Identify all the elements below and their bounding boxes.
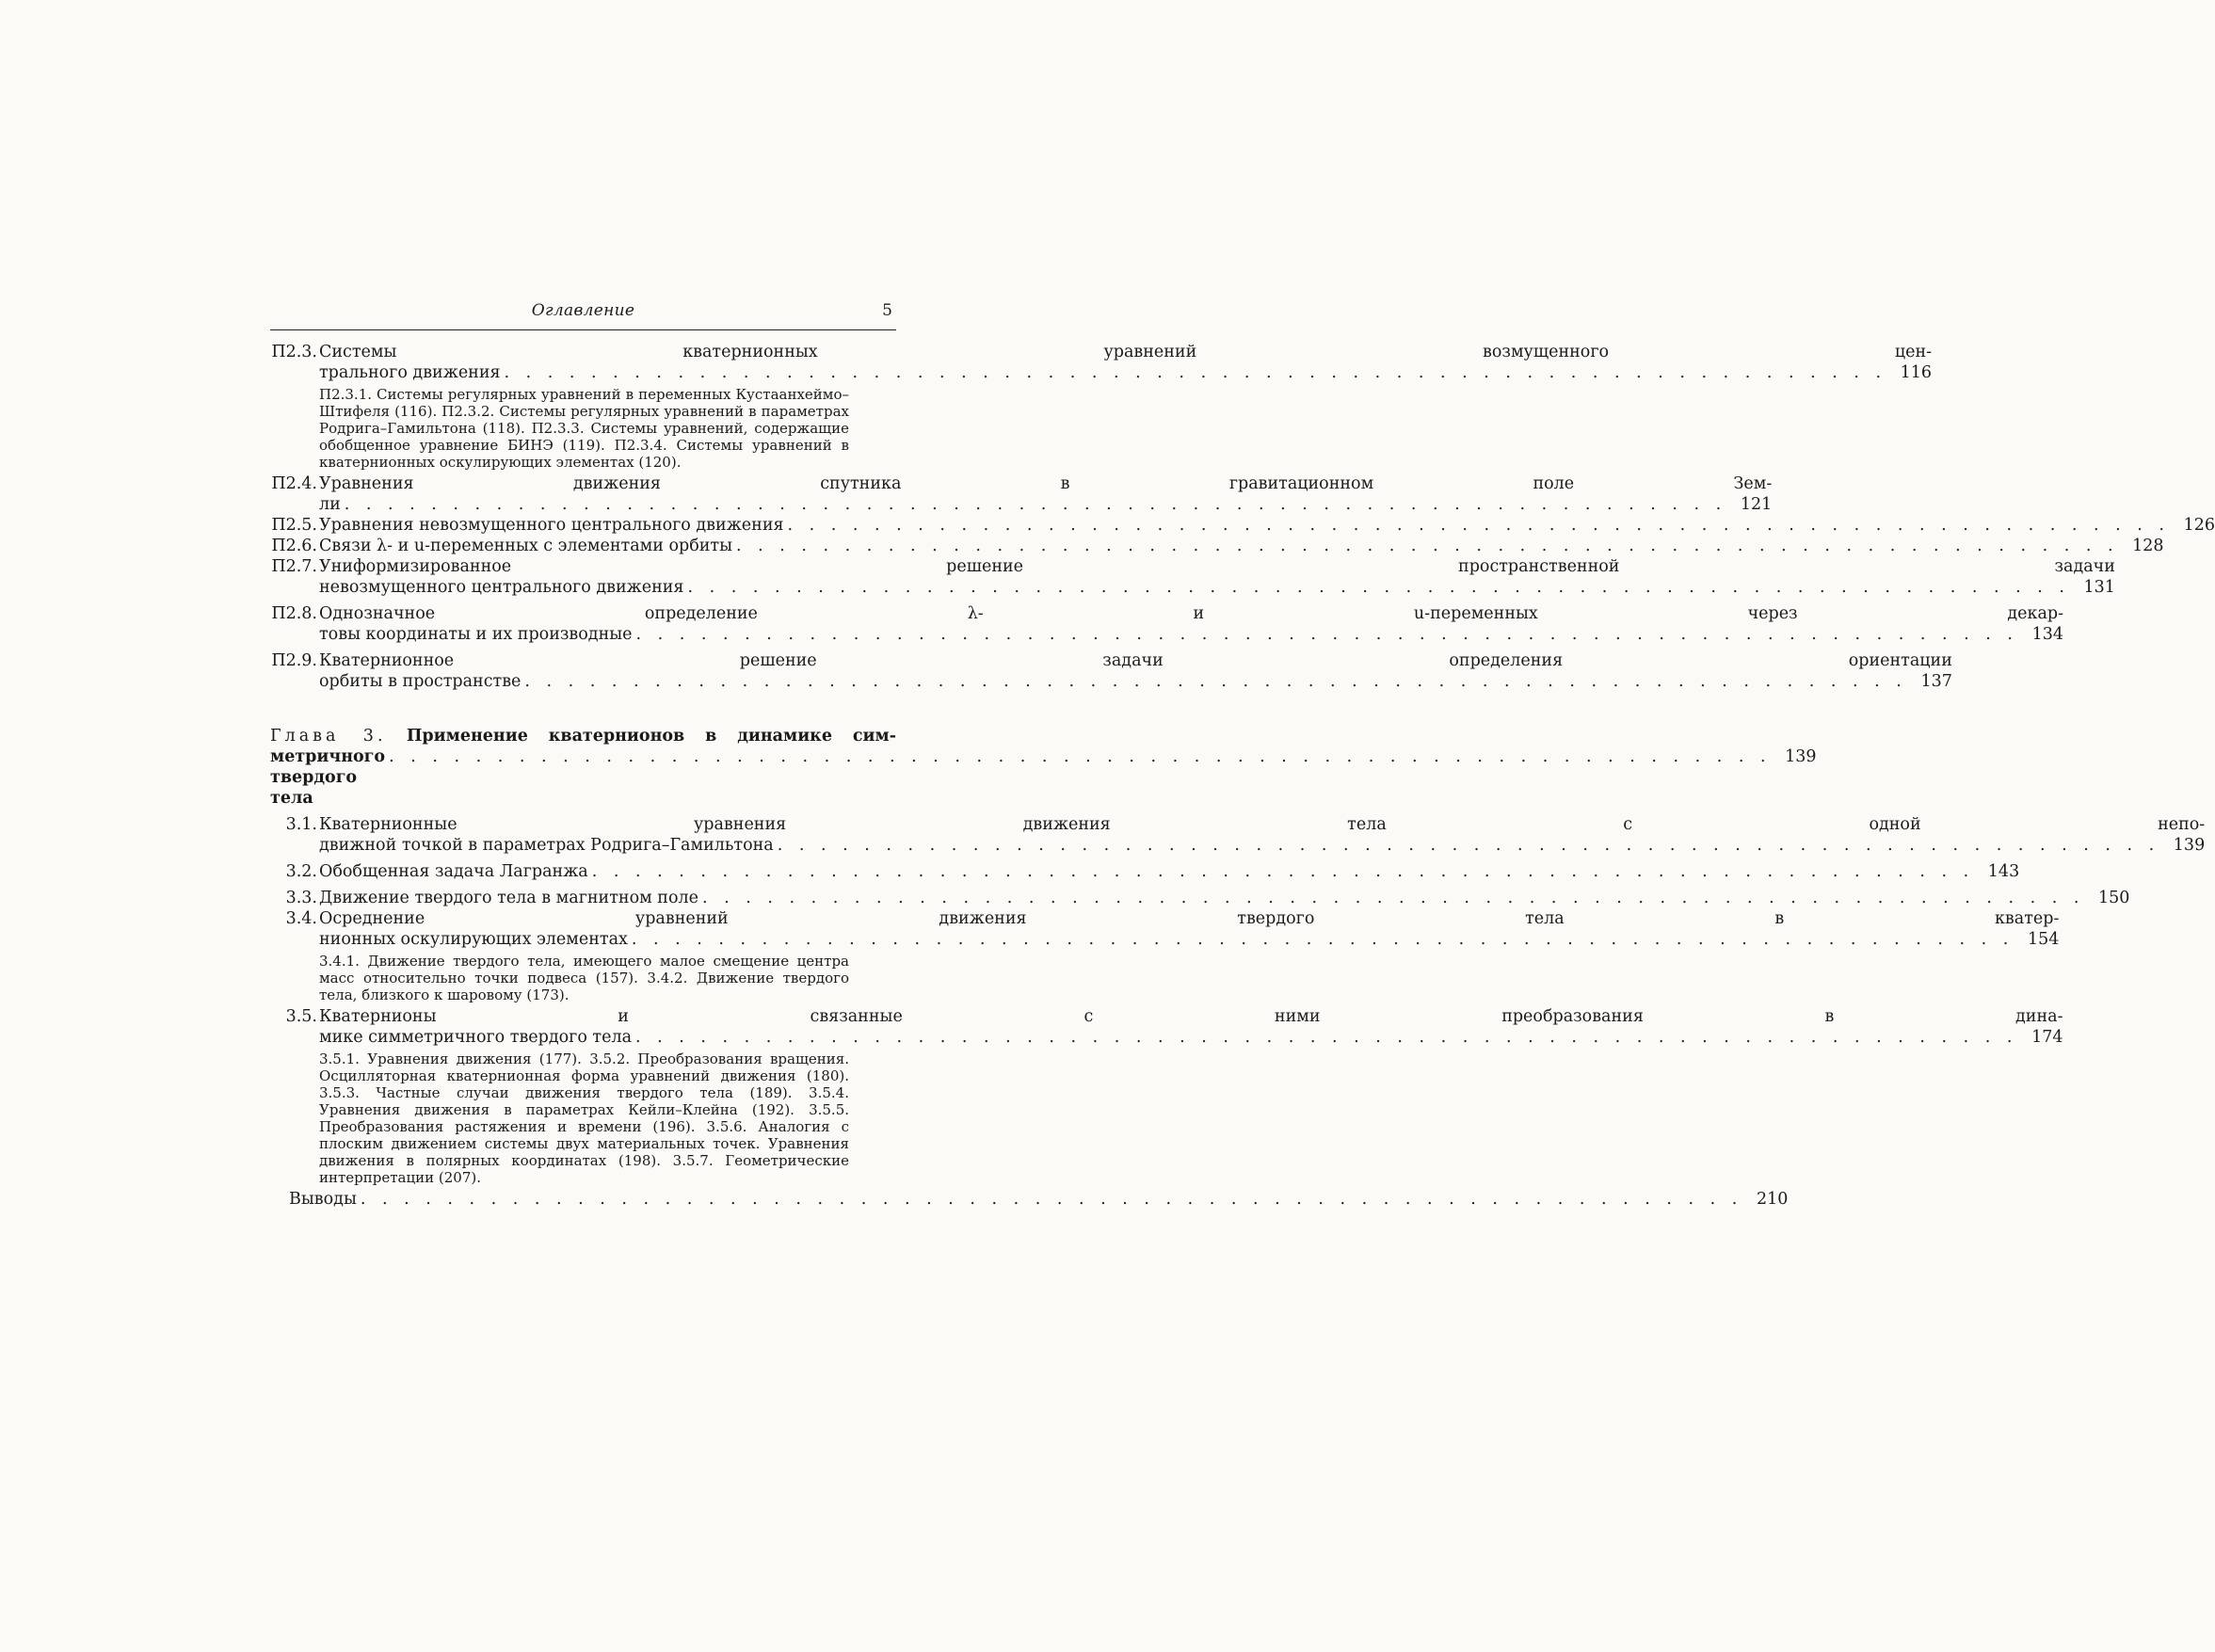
toc-entry-3-4[interactable] (270, 908, 2060, 950)
leader-dots: . . . . . . . . . . . . . . . . . . . . . . . . . . . . . . . . . . . . . . . . . . . . . . . . . . . . . . . . . . . . . . . . (631, 930, 2014, 949)
leader-dots: . . . . . . . . . . . . . . . . . . . . . . . . . . . . . . . . . . . . . . . . . . . . . . . . . . . . . . . . . . . . . . . . (635, 1028, 2018, 1047)
entry-number: П2.7. (271, 557, 317, 576)
toc-entry-p2-3[interactable] (270, 342, 1933, 383)
entry-page: 134 (2031, 625, 2063, 644)
entry-title: Уравнения невозмущенного центрального движения (319, 516, 784, 535)
entry-title-line1: Кватернионы и связанные с ними преобразования в дина- (319, 1007, 2063, 1026)
entry-title-line2: товы координаты и их производные (319, 625, 633, 644)
toc-entry-3-5[interactable] (270, 1006, 2063, 1048)
leader-dots: . . . . . . . . . . . . . . . . . . . . . . . . . . . . . . . . . . . . . . . . . . . . . . . . . . . . . . . . . . . . . . . . (701, 889, 2085, 907)
toc-chapter-3[interactable] (270, 726, 1817, 809)
entry-title-line1: Уравнения движения спутника в гравитационном поле Зем- (319, 474, 1773, 493)
toc-entry-p2-6[interactable] (270, 536, 2164, 556)
entry-title-line2: невозмущенного центрального движения (319, 578, 684, 597)
toc-page (270, 301, 2215, 1210)
entry-title-line1: Однозначное определение λ- и u-переменных через декар- (319, 604, 2063, 623)
entry-number: 3.4. (285, 909, 317, 928)
toc-entry-p2-8[interactable] (270, 603, 2063, 645)
entry-title-line1: Системы кватернионных уравнений возмущенного цен- (319, 343, 1933, 361)
entry-title-line2: движной точкой в параметрах Родрига–Гамильтона (319, 836, 774, 855)
leader-dots: . . . . . . . . . . . . . . . . . . . . . . . . . . . . . . . . . . . . . . . . . . . . . . . . . . . . . . . . . . . . . . . . (736, 537, 2119, 555)
entry-title-line2: трального движения (319, 363, 501, 382)
entry-page: 150 (2098, 889, 2130, 907)
table-of-contents (270, 342, 2215, 1210)
entry-number: П2.6. (271, 537, 317, 555)
chapter-title-line1: Применение кватернионов в динамике сим- (406, 727, 896, 746)
entry-title-line2: нионных оскулирующих элементах (319, 930, 628, 949)
entry-page: 131 (2083, 578, 2115, 597)
entry-number: П2.3. (271, 343, 317, 361)
leader-dots: . . . . . . . . . . . . . . . . . . . . . . . . . . . . . . . . . . . . . . . . . . . . . . . . . . . . . . . . . . . . . . . . (787, 516, 2170, 535)
entry-number: 3.1. (285, 815, 317, 834)
leader-dots: . . . . . . . . . . . . . . . . . . . . . . . . . . . . . . . . . . . . . . . . . . . . . . . . . . . . . . . . . . . . . . . . (635, 625, 2018, 644)
leader-dots: . . . . . . . . . . . . . . . . . . . . . . . . . . . . . . . . . . . . . . . . . . . . . . . . . . . . . . . . . . . . . . . . (777, 836, 2160, 855)
entry-number: П2.4. (271, 474, 317, 493)
entry-title: Движение твердого тела в магнитном поле (319, 889, 698, 907)
entry-number: 3.5. (285, 1007, 317, 1026)
entry-page: 210 (1756, 1190, 1789, 1209)
leader-dots: . . . . . . . . . . . . . . . . . . . . . . . . . . . . . . . . . . . . . . . . . . . . . . . . . . . . . . . . . . . . . . . . (504, 363, 1887, 382)
entry-title-line2: ли (319, 495, 341, 514)
toc-entry-3-1[interactable] (270, 814, 2206, 856)
leader-dots: . . . . . . . . . . . . . . . . . . . . . . . . . . . . . . . . . . . . . . . . . . . . . . . . . . . . . . . . . . . . . . . . (344, 495, 1727, 514)
entry-title-line1: Осреднение уравнений движения твердого тела в кватер- (319, 909, 2060, 928)
toc-entry-conclusion[interactable] (289, 1189, 1789, 1210)
chapter-label: Глава 3. (270, 727, 387, 746)
entry-number: 3.3. (285, 889, 317, 907)
entry-title: Выводы (289, 1190, 357, 1209)
toc-entry-p2-9[interactable] (270, 650, 1952, 692)
entry-number: П2.8. (271, 604, 317, 623)
entry-page: 121 (1740, 495, 1773, 514)
entry-page: 139 (2173, 836, 2206, 855)
toc-entry-p2-4[interactable] (270, 473, 1773, 515)
subsection-list: 3.4.1. Движение твердого тела, имеющего малое смещение центра масс относительно точки подвеса (157). 3.4.2. Движение твердого тела, близкого к шаровому (173). (319, 953, 849, 1003)
entry-title-line1: Кватернионное решение задачи определения ориентации (319, 651, 1952, 670)
header-page-number: 5 (882, 301, 892, 320)
entry-page: 143 (1987, 862, 2020, 881)
running-header (270, 301, 896, 330)
entry-number: П2.5. (271, 516, 317, 535)
entry-page: 116 (1900, 363, 1933, 382)
entry-title-line1: Кватернионные уравнения движения тела с одной непо- (319, 815, 2206, 834)
entry-title-line2: орбиты в пространстве (319, 672, 522, 691)
entry-number: П2.9. (271, 651, 317, 670)
entry-title-line2: мике симметричного твердого тела (319, 1028, 633, 1047)
subsection-list: П2.3.1. Системы регулярных уравнений в переменных Кустаанхеймо–Штифеля (116). П2.3.2. Системы регулярных уравнений в параметрах Родрига–Гамильтона (118). П2.3.3. Системы уравнений, содержащие обобщенное уравнение БИНЭ (119). П2.3.4. Системы уравнений в кватернионных оскулирующих элементах (120). (319, 386, 849, 471)
entry-page: 174 (2031, 1028, 2063, 1047)
leader-dots: . . . . . . . . . . . . . . . . . . . . . . . . . . . . . . . . . . . . . . . . . . . . . . . . . . . . . . . . . . . . . . . . (591, 862, 1975, 881)
header-title: Оглавление (531, 301, 635, 320)
leader-dots: . . . . . . . . . . . . . . . . . . . . . . . . . . . . . . . . . . . . . . . . . . . . . . . . . . . . . . . . . . . . . . . . (360, 1190, 1743, 1209)
toc-entry-3-3[interactable] (270, 888, 2130, 908)
entry-page: 154 (2027, 930, 2060, 949)
leader-dots: . . . . . . . . . . . . . . . . . . . . . . . . . . . . . . . . . . . . . . . . . . . . . . . . . . . . . . . . . . . . . . . . (389, 747, 1772, 766)
entry-number: 3.2. (285, 862, 317, 881)
entry-title: Обобщенная задача Лагранжа (319, 862, 588, 881)
entry-page: 128 (2132, 537, 2164, 555)
entry-page: 126 (2183, 516, 2215, 535)
toc-entry-p2-7[interactable] (270, 556, 2115, 598)
toc-entry-p2-5[interactable] (270, 515, 2215, 536)
entry-title-line1: Униформизированное решение пространственной задачи (319, 557, 2115, 576)
entry-page: 137 (1920, 672, 1952, 691)
leader-dots: . . . . . . . . . . . . . . . . . . . . . . . . . . . . . . . . . . . . . . . . . . . . . . . . . . . . . . . . . . . . . . . . (687, 578, 2070, 597)
entry-title: Связи λ- и u-переменных с элементами орбиты (319, 537, 733, 555)
leader-dots: . . . . . . . . . . . . . . . . . . . . . . . . . . . . . . . . . . . . . . . . . . . . . . . . . . . . . . . . . . . . . . . . (524, 672, 1907, 691)
chapter-title-line2: метричного твердого тела (270, 747, 386, 808)
toc-entry-3-2[interactable] (270, 861, 2020, 882)
chapter-page: 139 (1785, 747, 1817, 766)
subsection-list: 3.5.1. Уравнения движения (177). 3.5.2. Преобразования вращения. Осцилляторная кватернионная форма уравнений движения (180). 3.5.3. Частные случаи движения твердого тела (189). 3.5.4. Уравнения движения в параметрах Кейли–Клейна (192). 3.5.5. Преобразования растяжения и времени (196). 3.5.6. Аналогия с плоским движением системы двух материальных точек. Уравнения движения в полярных координатах (198). 3.5.7. Геометрические интерпретации (207). (319, 1051, 849, 1186)
